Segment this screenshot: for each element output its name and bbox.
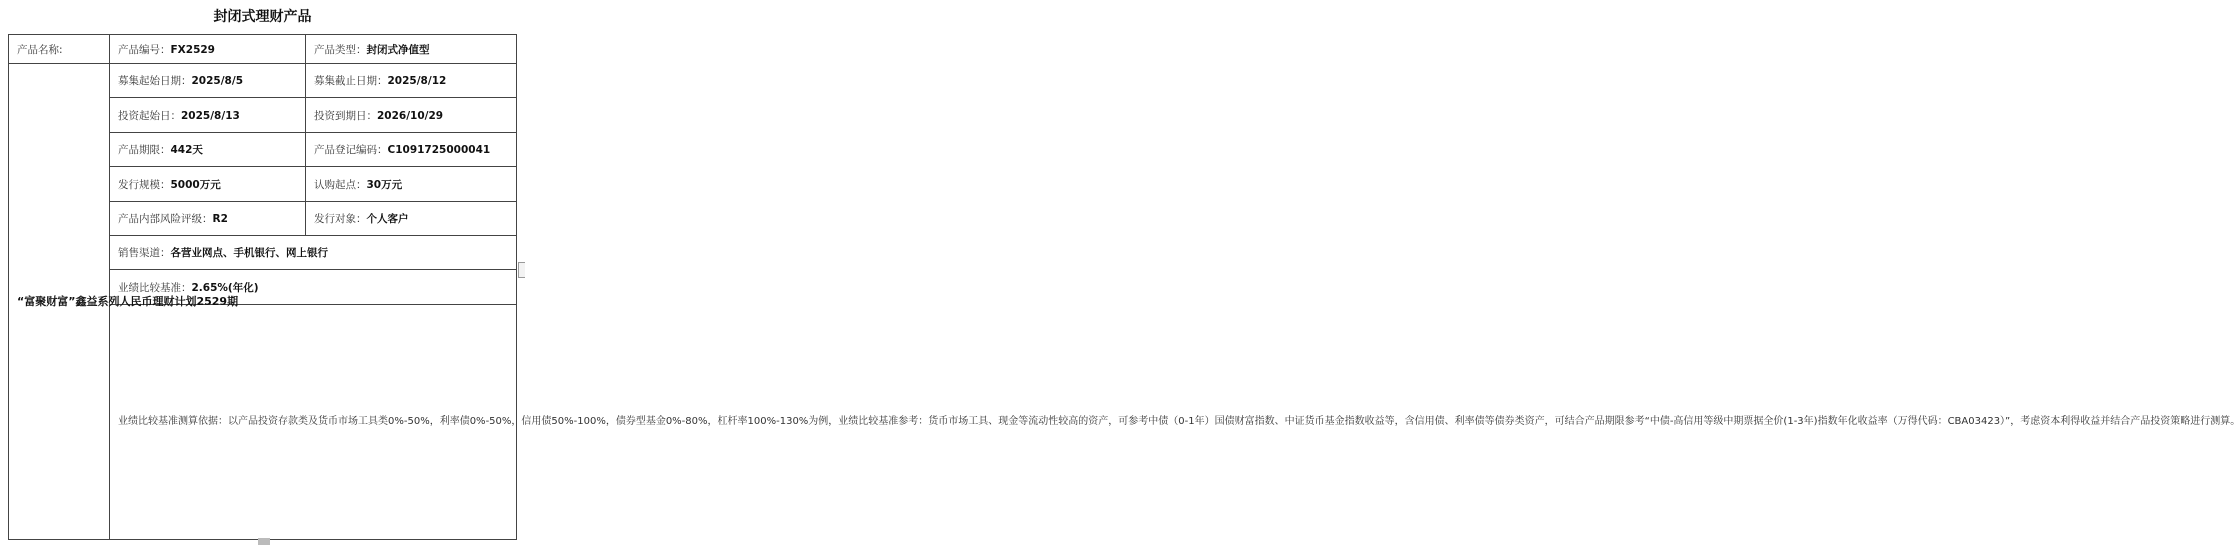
invest-end-cell: 投资到期日：2026/10/29 <box>306 98 517 133</box>
benchmark-basis-text: 业绩比较基准测算依据：以产品投资存款类及货币市场工具类0%-50%，利率债0%-50%，信用债50%-100%，债券型基金0%-80%，杠杆率100%-130%为例，业绩比较基准参考：货币市场工具、现金等流动性较高的资产，可参考中债（0-1年）国债财富指数、中证货币基金指数收益等，含信用债、利率债等债券类资产，可结合产品期限参考“中债-高信用等级中期票据全价(1-3年)指数年化收益率（万得代码：CBA03423）”，考虑资本利得收益并结合产品投资策略进行测算。 <box>110 305 517 540</box>
page-edge-marker <box>258 538 270 545</box>
invest-start-cell: 投资起始日：2025/8/13 <box>110 98 306 133</box>
page-title: 封闭式理财产品 <box>213 9 312 25</box>
product-code-cell: 产品编号：FX2529 <box>110 35 306 64</box>
min-subscription-cell: 认购起点：30万元 <box>306 167 517 202</box>
table-row <box>9 64 517 98</box>
issue-size-cell: 发行规模：5000万元 <box>110 167 306 202</box>
product-type-cell: 产品类型：封闭式净值型 <box>306 35 517 64</box>
product-info-table <box>8 34 2240 540</box>
side-marker-icon <box>518 262 525 278</box>
product-name-value: “富聚财富”鑫益系列人民币理财计划2529期 <box>9 64 110 540</box>
reg-code-cell: 产品登记编码：C1091725000041 <box>306 133 517 167</box>
raise-start-cell: 募集起始日期：2025/8/5 <box>110 64 306 98</box>
risk-rating-cell: 产品内部风险评级：R2 <box>110 202 306 236</box>
raise-end-cell: 募集截止日期：2025/8/12 <box>306 64 517 98</box>
product-name-label: 产品名称: <box>9 35 110 64</box>
table-row <box>9 35 517 64</box>
sales-channel-cell: 销售渠道：各营业网点、手机银行、网上银行 <box>110 236 517 270</box>
benchmark-cell: 业绩比较基准：2.65%(年化) <box>110 270 517 305</box>
target-cell: 发行对象：个人客户 <box>306 202 517 236</box>
term-cell: 产品期限：442天 <box>110 133 306 167</box>
